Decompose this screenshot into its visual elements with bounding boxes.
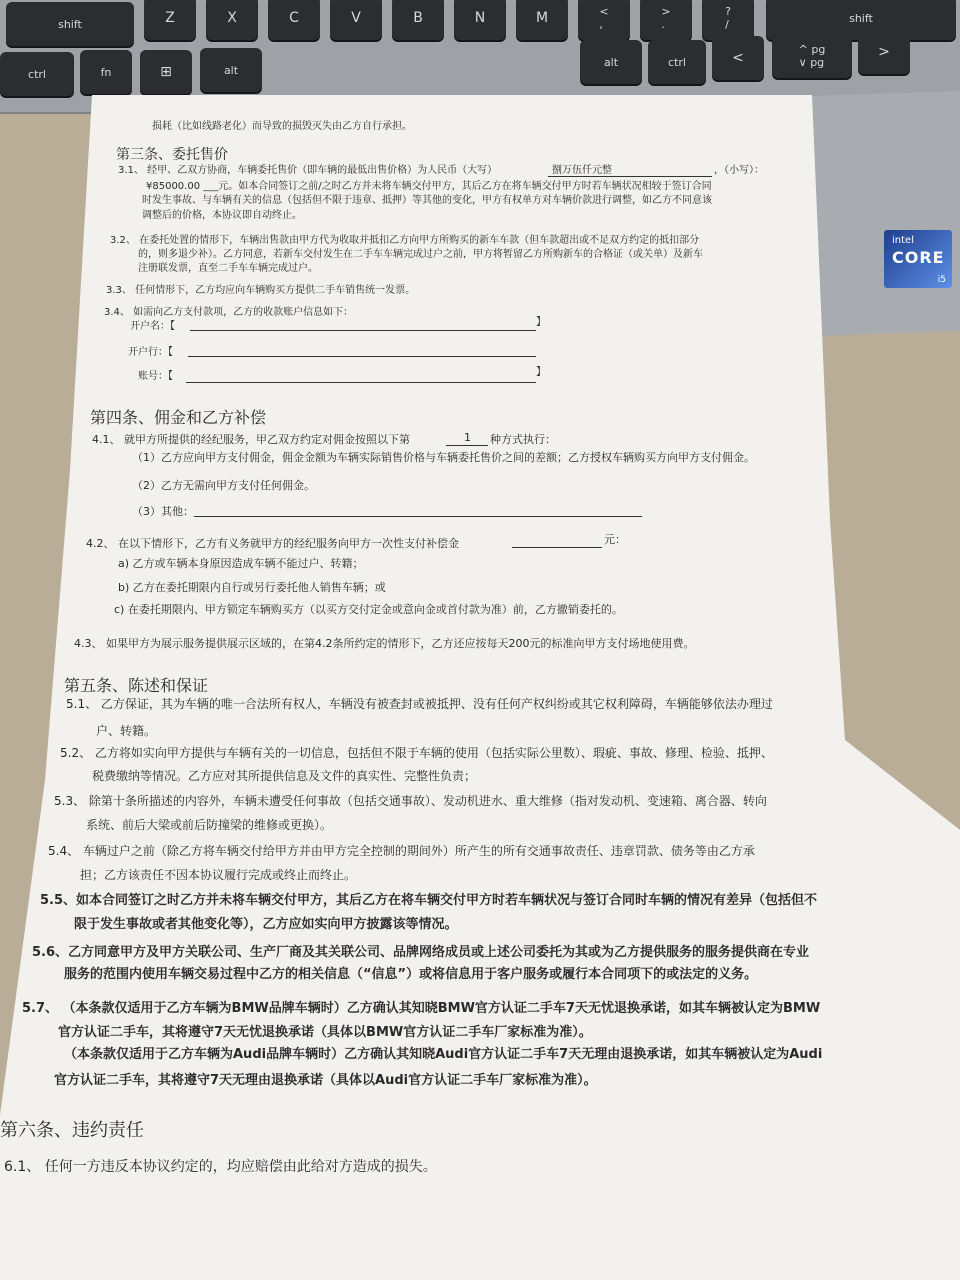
key-comma[interactable] bbox=[578, 0, 630, 40]
account-bank-field[interactable] bbox=[188, 356, 536, 357]
clause-4-2-item-b: b) 乙方在委托期限内自行或另行委托他人销售车辆；或 bbox=[118, 581, 386, 594]
key-label: N bbox=[474, 10, 486, 26]
key-ctrl-right[interactable] bbox=[648, 40, 706, 84]
clause-3-4: 3.4、 如需向乙方支付款项，乙方的收款账户信息如下： bbox=[104, 307, 354, 318]
key-period[interactable] bbox=[640, 0, 692, 40]
clause-4-3: 4.3、 如果甲方为展示服务提供展示区域的，在第4.2条所约定的情形下，乙方还应按每天200元的标准向甲方支付场地使用费。 bbox=[74, 637, 695, 650]
key-left-arrow[interactable] bbox=[712, 36, 764, 80]
clause-5-4-line-1: 5.4、 车辆过户之前（除乙方将车辆交付给甲方并由甲方完全控制的期间外）所产生的所有交通事故责任、违章罚款、债务等由乙方承 bbox=[48, 844, 755, 858]
key-fn[interactable] bbox=[80, 50, 132, 94]
account-number-label: 账号：【 bbox=[138, 371, 173, 382]
clause-6-1: 6.1、 任何一方违反本协议约定的，均应赔偿由此给对方造成的损失。 bbox=[4, 1159, 437, 1175]
sticker-tier: i5 bbox=[937, 275, 946, 285]
clause-5-6-line-2: 服务的范围内使用车辆交易过程中乙方的相关信息（“信息”）或将信息用于客户服务或履行本合同项下的或法定的义务。 bbox=[64, 967, 758, 982]
key-label: > bbox=[878, 44, 890, 60]
intel-core-sticker bbox=[884, 230, 952, 288]
clause-4-1-option-3: （3）其他： bbox=[132, 505, 194, 518]
clause-4-2-unit: 元： bbox=[604, 533, 626, 546]
key-label: < , bbox=[599, 5, 609, 31]
key-label: ctrl bbox=[668, 55, 686, 69]
clause-3-1-line-2: ¥85000.00 ___元。如本合同签订之前/之时乙方并未将车辆交付甲方，其后乙方在将车辆交付甲方时若车辆状况相较于签订合同 bbox=[146, 181, 712, 192]
clause-3-1-amount-words: 捌万伍仟元整 bbox=[552, 165, 612, 176]
key-x[interactable] bbox=[206, 0, 258, 40]
clause-3-1-line-3: 时发生事故、与车辆有关的信息（包括但不限于违章、抵押）等其他的变化，甲方有权单方对车辆价款进行调整，如乙方不同意该 bbox=[142, 195, 712, 206]
clause-3-2-line-3: 注册联发票，直至二手车车辆完成过户。 bbox=[138, 263, 318, 274]
clause-5-7-line-4: 官方认证二手车，其将遵守7天无理由退换承诺（具体以Audi官方认证二手车厂家标准为准）。 bbox=[54, 1073, 597, 1088]
clause-3-1-line-4: 调整后的价格，本协议即自动终止。 bbox=[142, 210, 302, 221]
clause-5-6-line-1: 5.6、乙方同意甲方及甲方关联公司、生产厂商及其关联公司、品牌网络成员或上述公司委托为其或为乙方提供服务的服务提供商在专业 bbox=[32, 945, 810, 960]
clause-4-1-line-1b: 种方式执行： bbox=[490, 433, 556, 446]
key-slash[interactable] bbox=[702, 0, 754, 40]
clause-5-4-line-2: 担；乙方该责任不因本协议履行完成或终止而终止。 bbox=[80, 868, 357, 882]
amount-words-underline bbox=[548, 176, 712, 177]
key-v[interactable] bbox=[330, 0, 382, 40]
clause-3-1-line-1a: 3.1、 经甲、乙双方协商，车辆委托售价（即车辆的最低出售价格）为人民币（大写） bbox=[118, 165, 498, 176]
key-label: < bbox=[732, 50, 744, 66]
compensation-amount-field[interactable] bbox=[512, 547, 602, 548]
key-z[interactable] bbox=[144, 0, 196, 40]
account-number-bracket: 】 bbox=[536, 367, 546, 378]
key-label: > . bbox=[661, 5, 671, 31]
article-4-title: 第四条、佣金和乙方补偿 bbox=[90, 408, 267, 427]
clause-5-5-line-1: 5.5、如本合同签订之时乙方并未将车辆交付甲方，其后乙方在将车辆交付甲方时若车辆状况与签订合同时车辆的情况有差异（包括但不 bbox=[40, 893, 818, 908]
key-label: V bbox=[351, 10, 361, 26]
key-label: alt bbox=[603, 55, 619, 69]
other-option-field[interactable] bbox=[194, 516, 642, 517]
clause-5-5-line-2: 限于发生事故或者其他变化等），乙方应如实向甲方披露该等情况。 bbox=[74, 917, 458, 932]
article-5-title: 第五条、陈述和保证 bbox=[64, 676, 209, 695]
clause-4-1-option-number: 1 bbox=[464, 431, 471, 444]
account-number-field[interactable] bbox=[186, 382, 536, 383]
clause-5-7-line-3: （本条款仅适用于乙方车辆为Audi品牌车辆时）乙方确认其知晓Audi官方认证二手车7天无理由退换承诺，如其车辆被认定为Audi bbox=[64, 1047, 823, 1062]
key-label: ^ pg ∨ pg bbox=[798, 43, 826, 69]
key-label: ? / bbox=[725, 5, 731, 31]
clause-3-2-line-1: 3.2、 在委托处置的情形下，车辆出售款由甲方代为收取并抵扣乙方向甲方所购买的新车车款（但车款超出或不足双方约定的抵扣部分 bbox=[110, 235, 700, 246]
key-label: fn bbox=[100, 65, 112, 79]
clause-5-7-line-2: 官方认证二手车，其将遵守7天无忧退换承诺（具体以BMW官方认证二手车厂家标准为准）。 bbox=[58, 1025, 592, 1040]
clause-4-2-item-c: c) 在委托期限内、甲方锁定车辆购买方（以买方交付定金或意向金或首付款为准）前，乙方撤销委托的。 bbox=[114, 603, 623, 616]
account-name-bracket: 】 bbox=[536, 317, 546, 328]
account-bank-label: 开户行：【 bbox=[128, 347, 173, 358]
key-m[interactable] bbox=[516, 0, 568, 40]
key-shift-left[interactable] bbox=[6, 2, 134, 46]
key-label: C bbox=[289, 10, 299, 26]
key-b[interactable] bbox=[392, 0, 444, 40]
article-3-title: 第三条、委托售价 bbox=[116, 147, 228, 163]
key-label: shift bbox=[58, 17, 82, 31]
clause-4-1-option-1: （1）乙方应向甲方支付佣金，佣金金额为车辆实际销售价格与车辆委托售价之间的差额；乙方授权车辆购买方向甲方支付佣金。 bbox=[132, 451, 755, 464]
key-alt-right[interactable] bbox=[580, 40, 642, 84]
article-6-title: 第六条、违约责任 bbox=[0, 1120, 144, 1141]
windows-icon: ⊞ bbox=[160, 64, 172, 80]
option-number-underline bbox=[446, 445, 488, 446]
clause-5-2-line-1: 5.2、 乙方将如实向甲方提供与车辆有关的一切信息，包括但不限于车辆的使用（包括实际公里数）、瑕疵、事故、修理、检验、抵押、 bbox=[60, 746, 773, 760]
clause-5-2-line-2: 税费缴纳等情况。乙方应对其所提供信息及文件的真实性、完整性负责； bbox=[92, 769, 477, 783]
clause-5-3-line-1: 5.3、 除第十条所描述的内容外，车辆未遭受任何事故（包括交通事故）、发动机进水、重大维修（指对发动机、变速箱、离合器、转向 bbox=[54, 794, 767, 808]
account-name-field[interactable] bbox=[190, 330, 536, 331]
clause-3-3: 3.3、 任何情形下，乙方均应向车辆购买方提供二手车销售统一发票。 bbox=[106, 285, 416, 296]
clause-5-7-line-1: 5.7、 （本条款仅适用于乙方车辆为BMW品牌车辆时）乙方确认其知晓BMW官方认证二手车7天无忧退换承诺，如其车辆被认定为BMW bbox=[22, 1001, 821, 1016]
sticker-brand: intel bbox=[892, 235, 914, 246]
key-label: ctrl bbox=[28, 67, 46, 81]
key-alt-left[interactable] bbox=[200, 48, 262, 92]
key-label: shift bbox=[849, 11, 873, 25]
clause-4-2: 4.2、 在以下情形下，乙方有义务就甲方的经纪服务向甲方一次性支付补偿金 bbox=[86, 537, 459, 550]
clause-4-1-option-2: （2）乙方无需向甲方支付任何佣金。 bbox=[132, 479, 315, 492]
clause-5-1-line-2: 户、转籍。 bbox=[96, 724, 157, 738]
key-label: B bbox=[413, 10, 423, 26]
key-label: Z bbox=[165, 10, 175, 26]
key-label: alt bbox=[223, 63, 239, 77]
key-windows[interactable] bbox=[140, 50, 192, 94]
key-page-updown[interactable] bbox=[772, 34, 852, 78]
clause-4-1-line-1a: 4.1、 就甲方所提供的经纪服务，甲乙双方约定对佣金按照以下第 bbox=[92, 433, 410, 446]
account-name-label: 开户名：【 bbox=[130, 321, 175, 332]
key-c[interactable] bbox=[268, 0, 320, 40]
key-label: M bbox=[535, 10, 549, 26]
key-label: X bbox=[227, 10, 237, 26]
continuation-line: 损耗（比如线路老化）而导致的损毁灭失由乙方自行承担。 bbox=[152, 121, 412, 132]
clause-5-1-line-1: 5.1、 乙方保证，其为车辆的唯一合法所有权人，车辆没有被查封或被抵押、没有任何产权纠纷或其它权利障碍，车辆能够依法办理过 bbox=[66, 697, 773, 711]
key-n[interactable] bbox=[454, 0, 506, 40]
clause-4-2-item-a: a) 乙方或车辆本身原因造成车辆不能过户、转籍； bbox=[118, 557, 364, 570]
clause-3-2-line-2: 的，则多退少补）。乙方同意，若新车交付发生在二手车车辆完成过户之前，甲方将暂留乙方所购新车的合格证（或关单）及新车 bbox=[138, 249, 703, 260]
clause-5-3-line-2: 系统、前后大梁或前后防撞梁的维修或更换）。 bbox=[86, 818, 333, 832]
sticker-line: CORE bbox=[892, 248, 945, 267]
key-right-arrow[interactable] bbox=[858, 30, 910, 74]
key-ctrl-left[interactable] bbox=[0, 52, 74, 96]
clause-3-1-line-1b: ，（小写）： bbox=[714, 165, 764, 176]
